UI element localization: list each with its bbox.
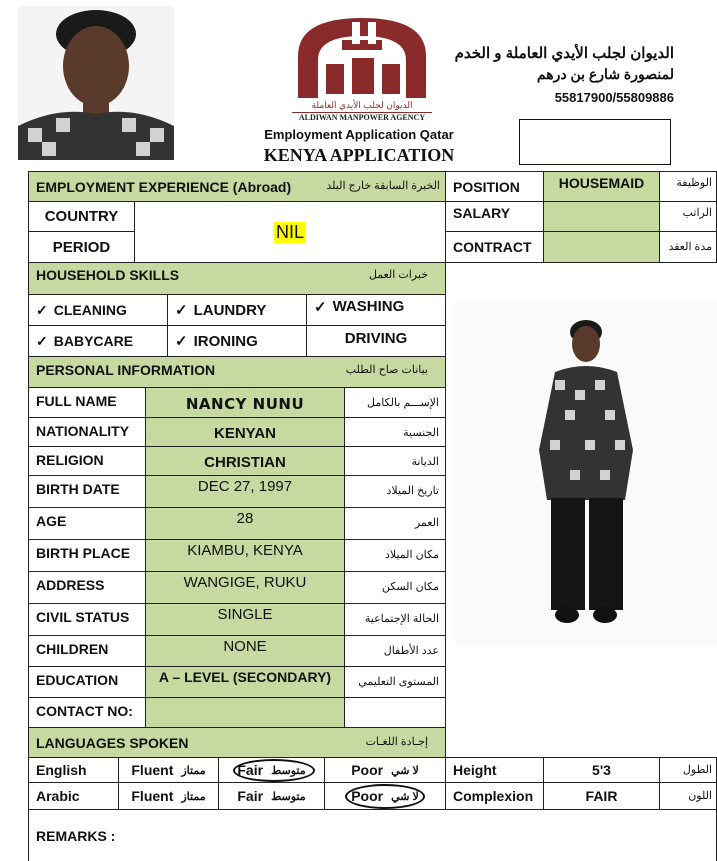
civil-status-label bbox=[28, 603, 146, 636]
birth-place-label-text: BIRTH PLACE bbox=[36, 545, 131, 561]
option-label: Fluent bbox=[131, 788, 174, 804]
remarks-box bbox=[28, 809, 717, 861]
skill-laundry-label: LAUNDRY bbox=[193, 301, 267, 319]
birth-date-value-text: DEC 27, 1997 bbox=[197, 478, 293, 495]
language-option-fair[interactable] bbox=[218, 782, 325, 810]
age-label-text: AGE bbox=[36, 513, 67, 529]
age-value bbox=[145, 507, 345, 540]
option-label-ar: متوسط bbox=[271, 790, 306, 803]
country-label bbox=[28, 201, 135, 232]
children-label bbox=[28, 635, 146, 667]
birth-date-ar: تاريخ الميلاد bbox=[386, 485, 439, 497]
birth-place-label bbox=[28, 539, 146, 572]
nationality-label bbox=[28, 417, 146, 447]
skill-laundry bbox=[167, 294, 307, 326]
complexion-label bbox=[445, 782, 544, 810]
language-english bbox=[28, 757, 119, 783]
position-value bbox=[543, 171, 660, 202]
full-name-label-text: FULL NAME bbox=[36, 393, 117, 409]
education-ar-cell bbox=[344, 666, 446, 698]
option-label-ar: ممتاز bbox=[181, 764, 206, 777]
contract-ar-cell bbox=[659, 231, 717, 263]
age-ar: العمر bbox=[414, 517, 439, 529]
agency-arabic-name: الديوان لجلب الأيدي العاملة و الخدم bbox=[454, 45, 674, 62]
position-value-text: HOUSEMAID bbox=[558, 175, 645, 191]
experience-value bbox=[134, 201, 446, 263]
option-label-ar: متوسط bbox=[271, 764, 306, 777]
languages-title-ar: إجـادة اللغـات bbox=[365, 736, 428, 748]
education-value bbox=[145, 666, 345, 698]
religion-label-text: RELIGION bbox=[36, 452, 104, 468]
full-name-value bbox=[145, 387, 345, 418]
period-label bbox=[28, 231, 135, 263]
contact-no-ar-cell bbox=[344, 697, 446, 728]
contract-ar: مدة العقد bbox=[668, 241, 712, 253]
languages-title: LANGUAGES SPOKEN bbox=[36, 734, 189, 751]
option-label: Fair bbox=[237, 762, 264, 778]
check-icon: ✓ bbox=[175, 333, 188, 350]
height-label-text: Height bbox=[453, 762, 497, 778]
experience-title: EMPLOYMENT EXPERIENCE (Abroad) bbox=[36, 178, 292, 195]
birth-date-label bbox=[28, 475, 146, 508]
check-icon: ✓ bbox=[36, 301, 48, 318]
skill-cleaning bbox=[28, 294, 168, 326]
experience-title-ar: الخبرة السابقة خارج البلد bbox=[326, 180, 440, 192]
option-label: Poor bbox=[351, 788, 384, 804]
skill-babycare bbox=[28, 325, 168, 357]
personal-title-ar: بيانات صاح الطلب bbox=[345, 364, 428, 376]
language-option-fluent[interactable] bbox=[118, 782, 219, 810]
skill-washing bbox=[306, 294, 446, 326]
contact-no-value bbox=[145, 697, 345, 728]
full-name-value-text: NANCY NUNU bbox=[185, 395, 305, 413]
salary-value bbox=[543, 201, 660, 232]
contract-label-text: CONTRACT bbox=[453, 239, 532, 255]
complexion-value bbox=[543, 782, 660, 810]
language-option-fluent[interactable] bbox=[118, 757, 219, 783]
education-ar: المستوى التعليمي bbox=[358, 676, 439, 688]
country-label-text: COUNTRY bbox=[44, 208, 119, 225]
religion-ar: الديانة bbox=[411, 456, 439, 468]
remarks-label: REMARKS : bbox=[36, 828, 116, 844]
check-icon: ✓ bbox=[36, 332, 48, 349]
address-value-text: WANGIGE, RUKU bbox=[183, 574, 307, 591]
religion-label bbox=[28, 446, 146, 476]
salary-label-text: SALARY bbox=[453, 205, 511, 221]
children-value bbox=[145, 635, 345, 667]
language-arabic bbox=[28, 782, 119, 810]
skills-title-ar: خبرات العمل bbox=[368, 269, 428, 281]
salary-ar-cell bbox=[659, 201, 717, 232]
agency-phones: 55817900/55809886 bbox=[554, 90, 674, 105]
nationality-value-text: KENYAN bbox=[214, 425, 276, 442]
religion-ar-cell bbox=[344, 446, 446, 476]
nationality-value bbox=[145, 417, 345, 447]
birth-place-value-text: KIAMBU, KENYA bbox=[187, 542, 303, 559]
civil-status-value bbox=[145, 603, 345, 636]
language-option-poor[interactable] bbox=[324, 782, 446, 810]
civil-status-value-text: SINGLE bbox=[217, 606, 273, 623]
position-label-text: POSITION bbox=[453, 178, 520, 195]
skill-washing-label: WASHING bbox=[332, 298, 405, 315]
complexion-label-text: Complexion bbox=[453, 788, 534, 804]
complexion-value-text: FAIR bbox=[585, 788, 618, 804]
nationality-ar: الجنسية bbox=[403, 427, 439, 439]
height-label bbox=[445, 757, 544, 783]
age-ar-cell bbox=[344, 507, 446, 540]
contract-value bbox=[543, 231, 660, 263]
religion-value-text: CHRISTIAN bbox=[204, 454, 286, 471]
address-label-text: ADDRESS bbox=[36, 577, 105, 593]
position-ar-cell bbox=[659, 171, 717, 202]
children-ar-cell bbox=[344, 635, 446, 667]
education-value-text: A – LEVEL (SECONDARY) bbox=[158, 669, 332, 685]
height-ar: الطول bbox=[682, 764, 712, 776]
skills-title: HOUSEHOLD SKILLS bbox=[36, 267, 180, 283]
birth-date-label-text: BIRTH DATE bbox=[36, 481, 120, 497]
full-name-label bbox=[28, 387, 146, 418]
children-label-text: CHILDREN bbox=[36, 641, 109, 657]
complexion-ar: اللون bbox=[688, 790, 712, 802]
birth-date-ar-cell bbox=[344, 475, 446, 508]
skill-ironing bbox=[167, 325, 307, 357]
form-subtitle: Employment Application Qatar bbox=[264, 127, 454, 142]
option-label: Poor bbox=[351, 762, 384, 778]
full-name-ar-cell bbox=[344, 387, 446, 418]
nationality-label-text: NATIONALITY bbox=[36, 423, 130, 439]
address-value bbox=[145, 571, 345, 604]
language-name: Arabic bbox=[36, 788, 80, 804]
check-icon: ✓ bbox=[175, 302, 188, 319]
birth-place-ar: مكان الميلاد bbox=[384, 549, 439, 561]
agency-arabic-address: لمنصورة شارع بن درهم bbox=[536, 66, 674, 82]
portrait-photo bbox=[18, 6, 174, 160]
experience-value-text: NIL bbox=[275, 221, 304, 242]
children-value-text: NONE bbox=[223, 638, 267, 655]
contact-no-label-text: CONTACT NO: bbox=[36, 703, 133, 719]
salary-ar: الراتب bbox=[682, 207, 712, 219]
personal-title: PERSONAL INFORMATION bbox=[36, 362, 216, 378]
option-label-ar: لا شي bbox=[391, 790, 419, 803]
form-title: KENYA APPLICATION bbox=[263, 145, 455, 165]
skill-driving-label: DRIVING bbox=[344, 330, 408, 347]
option-label: Fluent bbox=[131, 762, 174, 778]
skill-driving bbox=[306, 325, 446, 357]
height-ar-cell bbox=[659, 757, 717, 783]
nationality-ar-cell bbox=[344, 417, 446, 447]
agency-logo bbox=[292, 12, 432, 124]
civil-status-ar-cell bbox=[344, 603, 446, 636]
skill-cleaning-label: CLEANING bbox=[53, 302, 127, 318]
language-option-poor[interactable] bbox=[324, 757, 446, 783]
skill-babycare-label: BABYCARE bbox=[53, 333, 134, 349]
reference-box bbox=[519, 119, 671, 165]
selected-circle-icon bbox=[345, 784, 425, 809]
children-ar: عدد الأطفال bbox=[383, 645, 439, 657]
language-option-fair[interactable] bbox=[218, 757, 325, 783]
period-label-text: PERIOD bbox=[52, 238, 111, 256]
civil-status-ar: الحالة الإجتماعية bbox=[364, 613, 439, 625]
birth-place-ar-cell bbox=[344, 539, 446, 572]
logo-english-name: ALDIWAN MANPOWER AGENCY bbox=[292, 112, 432, 122]
selected-circle-icon bbox=[233, 759, 315, 782]
age-label bbox=[28, 507, 146, 540]
education-label bbox=[28, 666, 146, 698]
salary-label bbox=[445, 201, 544, 232]
complexion-ar-cell bbox=[659, 782, 717, 810]
address-ar: مكان السكن bbox=[381, 581, 439, 593]
contract-label bbox=[445, 231, 544, 263]
address-label bbox=[28, 571, 146, 604]
age-value-text: 28 bbox=[236, 510, 254, 527]
check-icon: ✓ bbox=[314, 299, 327, 316]
skill-ironing-label: IRONING bbox=[193, 332, 258, 350]
height-value bbox=[543, 757, 660, 783]
birth-place-value bbox=[145, 539, 345, 572]
education-label-text: EDUCATION bbox=[36, 672, 119, 688]
position-ar: الوظيفة bbox=[676, 177, 712, 189]
option-label-ar: لا شي bbox=[391, 764, 419, 777]
option-label-ar: ممتاز bbox=[181, 790, 206, 803]
contact-no-label bbox=[28, 697, 146, 728]
full-body-photo bbox=[455, 300, 717, 645]
logo-arabic-subtitle: الديوان لجلب الأيدي العاملة bbox=[311, 100, 413, 110]
full-name-ar: الإســـم بالكامل bbox=[366, 397, 439, 409]
height-value-text: 5'3 bbox=[592, 762, 611, 778]
religion-value bbox=[145, 446, 345, 476]
birth-date-value bbox=[145, 475, 345, 508]
language-name: English bbox=[36, 762, 87, 778]
address-ar-cell bbox=[344, 571, 446, 604]
civil-status-label-text: CIVIL STATUS bbox=[36, 609, 130, 625]
option-label: Fair bbox=[237, 788, 264, 804]
position-label bbox=[445, 171, 544, 202]
